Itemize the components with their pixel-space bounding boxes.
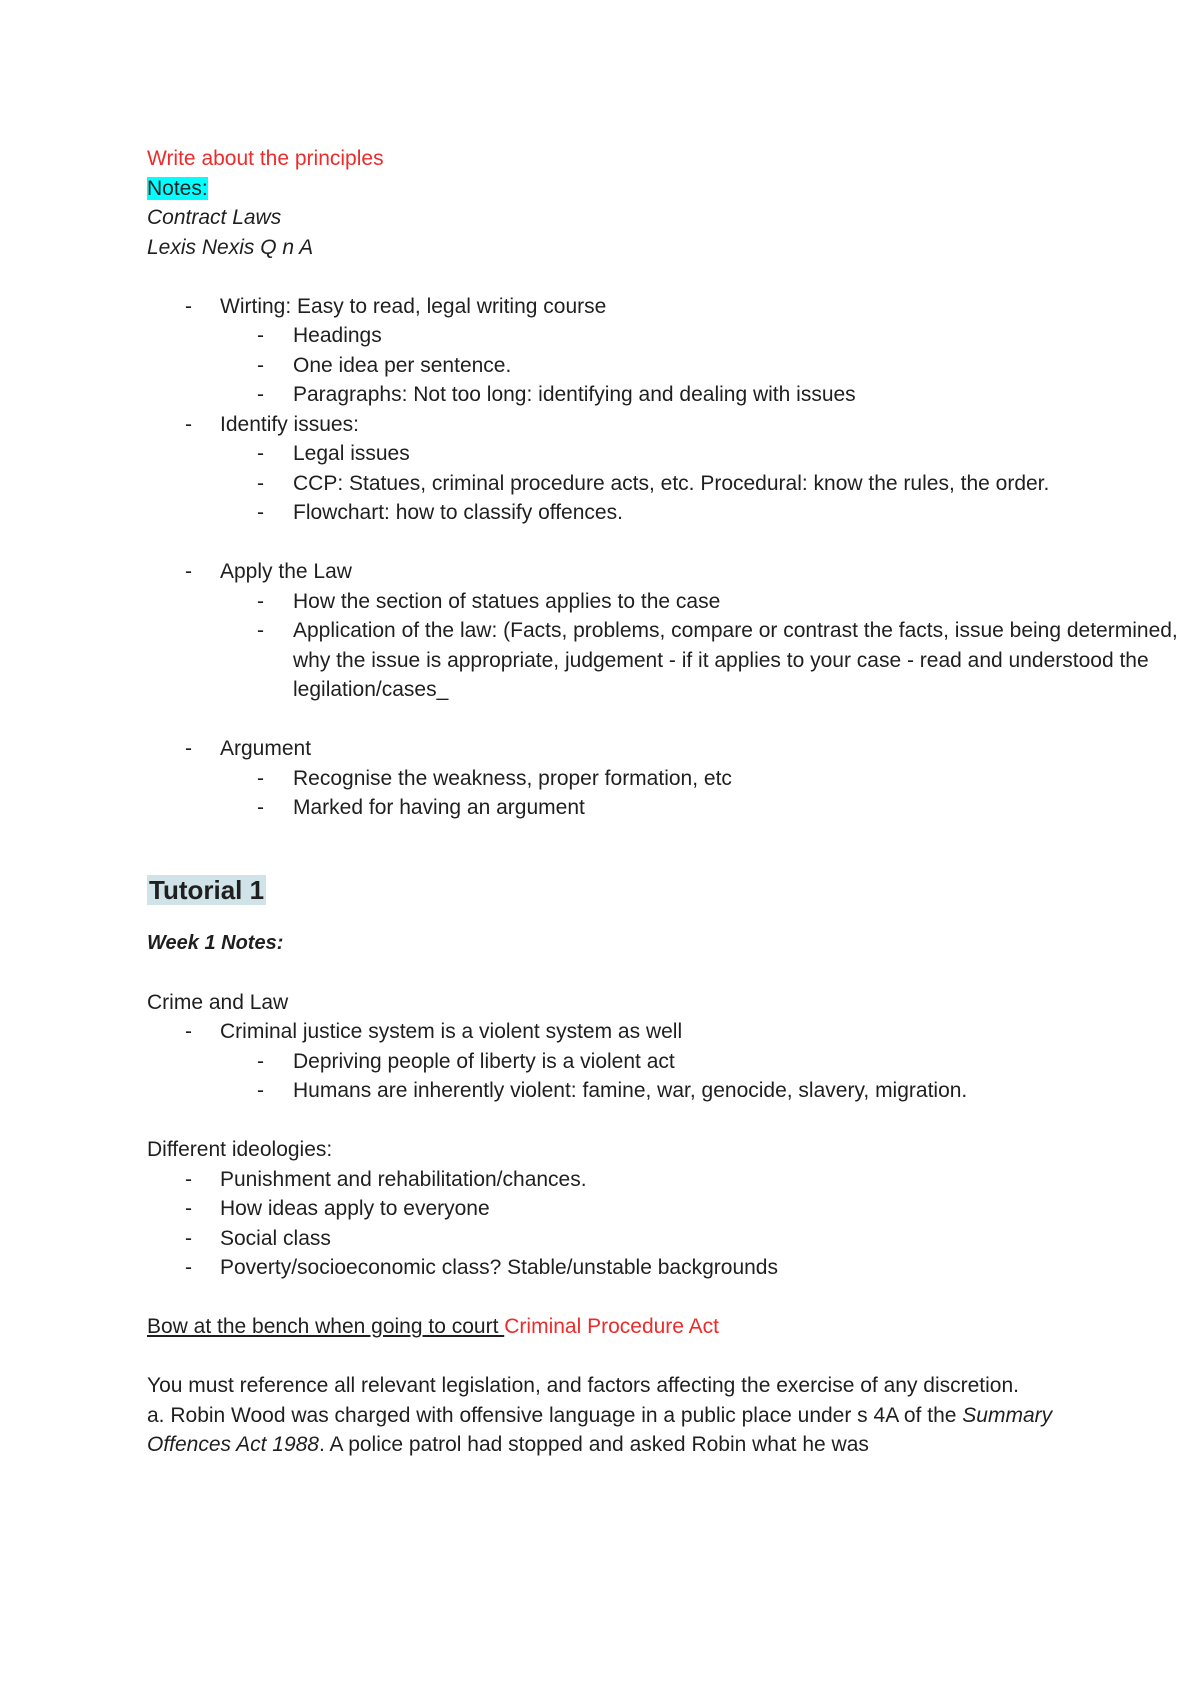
list-subitem: - Recognise the weakness, proper formation, etc xyxy=(147,764,1200,794)
ideologies-heading: Different ideologies: xyxy=(147,1138,333,1161)
list-item: - Social class xyxy=(147,1224,1200,1254)
reference-paragraph: You must reference all relevant legislation, and factors affecting the exercise of any discretion. xyxy=(147,1374,1019,1397)
bullet-dash: - xyxy=(257,1049,264,1073)
list-item-identify: - Identify issues: xyxy=(147,410,1200,440)
crime-law-heading: Crime and Law xyxy=(147,990,289,1014)
list-subitem: - Paragraphs: Not too long: identifying and dealing with issues xyxy=(147,380,1200,410)
bullet-dash: - xyxy=(185,1256,192,1279)
list-subitem: - Humans are inherently violent: famine, war, genocide, slavery, migration. xyxy=(147,1076,1200,1106)
apply-list xyxy=(147,557,1200,705)
list-item-apply: - Apply the Law xyxy=(147,557,1200,587)
list-subitem: - How the section of statues applies to the case xyxy=(147,587,1200,617)
bullet-dash: - xyxy=(185,1167,192,1191)
bow-line xyxy=(147,1312,1200,1342)
notes-label: Notes: xyxy=(147,176,208,200)
bullet-dash: - xyxy=(257,442,264,465)
bullet-dash: - xyxy=(257,324,264,347)
bullet-dash: - xyxy=(257,501,264,524)
bullet-dash: - xyxy=(185,1020,192,1043)
bullet-dash: - xyxy=(257,589,264,613)
bullet-dash: - xyxy=(185,560,192,583)
crime-list xyxy=(147,1017,1200,1106)
list-subitem: - One idea per sentence. xyxy=(147,351,1200,381)
notes-label-line xyxy=(147,174,1200,204)
list-item: - How ideas apply to everyone xyxy=(147,1194,1200,1224)
list-subitem: - Depriving people of liberty is a violent act xyxy=(147,1047,1200,1077)
bullet-dash: - xyxy=(185,294,192,318)
list-subitem: - Headings xyxy=(147,321,1200,351)
list-item-writing: - Wirting: Easy to read, legal writing course xyxy=(147,292,1200,322)
intro-heading: Write about the principles xyxy=(147,147,384,170)
bullet-dash: - xyxy=(185,737,192,760)
bullet-dash: - xyxy=(185,1226,192,1250)
bullet-dash: - xyxy=(257,471,264,495)
list-subitem: - Flowchart: how to classify offences. xyxy=(147,498,1200,528)
writing-list xyxy=(147,292,1200,528)
criminal-procedure-act-text: Criminal Procedure Act xyxy=(504,1315,719,1338)
bullet-dash: - xyxy=(185,1197,192,1220)
bullet-dash: - xyxy=(257,766,264,790)
bullet-dash: - xyxy=(257,1079,264,1102)
contract-laws-line: Contract Laws xyxy=(147,206,282,229)
list-item-argument: - Argument xyxy=(147,734,1200,764)
week-notes-heading: Week 1 Notes: xyxy=(147,931,284,954)
bullet-dash: - xyxy=(257,619,264,642)
list-item: - Criminal justice system is a violent system as well xyxy=(147,1017,1200,1047)
list-subitem: - Legal issues xyxy=(147,439,1200,469)
act-title: Summary Offences Act 1988 xyxy=(147,1403,1053,1456)
bullet-dash: - xyxy=(257,796,264,819)
bow-text: Bow at the bench when going to court xyxy=(147,1315,505,1338)
list-subitem: - Marked for having an argument xyxy=(147,793,1200,823)
bullet-dash: - xyxy=(257,353,264,377)
bullet-dash: - xyxy=(257,383,264,406)
ideologies-list xyxy=(147,1165,1200,1283)
question-a-paragraph: a. Robin Wood was charged with offensive language in a public place under s 4A of the Summary Offences Act 1988. A police patrol had stopped and asked Robin what he was xyxy=(147,1403,1053,1456)
list-item: - Poverty/socioeconomic class? Stable/unstable backgrounds xyxy=(147,1253,1200,1283)
tutorial-heading: Tutorial 1 xyxy=(149,874,265,905)
argument-list xyxy=(147,734,1200,823)
list-subitem: - CCP: Statues, criminal procedure acts, etc. Procedural: know the rules, the order. xyxy=(147,469,1200,499)
bullet-dash: - xyxy=(185,412,192,436)
list-item: - Punishment and rehabilitation/chances. xyxy=(147,1165,1200,1195)
lexis-nexis-line: Lexis Nexis Q n A xyxy=(147,235,314,259)
list-subitem: - Application of the law: (Facts, problems, compare or contrast the facts, issue being determined, why the issue is appropriate, judgement - if it applies to your case - read and understood the legilation/cases_ xyxy=(147,616,1200,705)
